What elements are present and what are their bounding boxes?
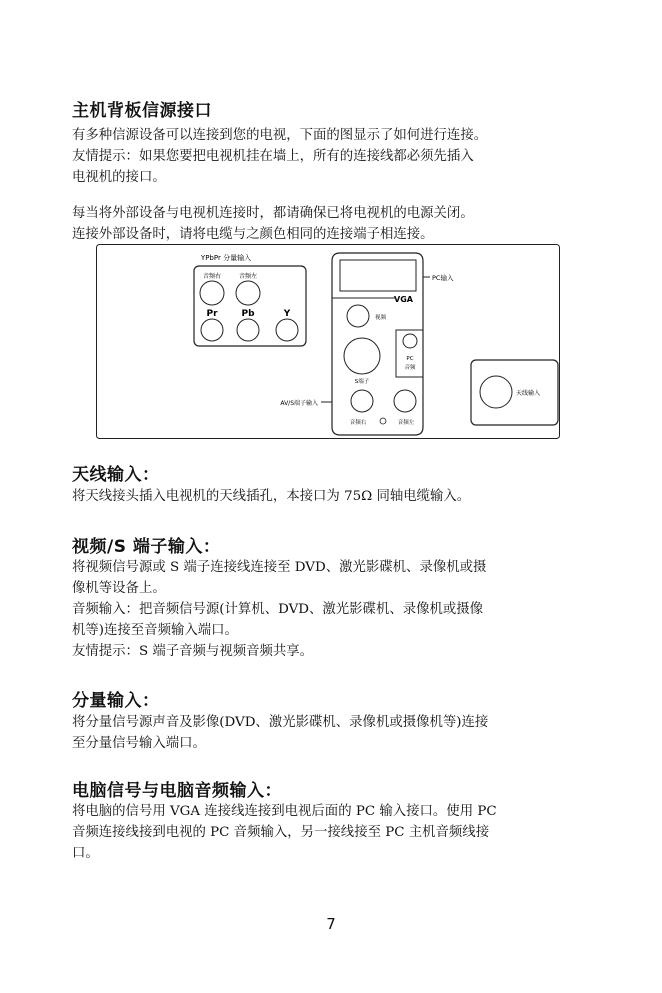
ypbpr-audio-right-jack xyxy=(200,281,224,305)
heading-component: 分量输入： xyxy=(72,691,160,711)
heading-rear-panel: 主机背板信源接口 xyxy=(72,101,212,121)
pc-line: 将电脑的信号用 VGA 连接线连接到电视后面的 PC 输入接口。使用 PC xyxy=(72,804,497,819)
av-audio-right-jack xyxy=(351,390,373,412)
vga-port xyxy=(340,260,416,291)
vga-label: VGA xyxy=(394,295,413,304)
video-line: 音频输入：把音频信号源(计算机、DVD、激光影碟机、录像机或摄像 xyxy=(72,602,484,617)
ypbpr-audio-left-label: 音频左 xyxy=(238,273,258,280)
pc-input-label: PC输入 xyxy=(432,274,454,282)
intro-line: 友情提示：如果您要把电视机挂在墙上，所有的连接线都必须先插入 xyxy=(72,149,474,164)
video-line: 将视频信号源或 S 端子连接线连接至 DVD、激光影碟机、录像机或摄 xyxy=(72,560,487,575)
heading-pc-input: 电脑信号与电脑音频输入： xyxy=(72,781,282,801)
antenna-jack xyxy=(480,376,512,408)
note-line: 每当将外部设备与电视机连接时，都请确保已将电视机的电源关闭。 xyxy=(72,206,474,221)
component-paragraph xyxy=(72,712,592,754)
y-jack xyxy=(276,319,298,341)
pc-audio-jack xyxy=(403,334,417,348)
intro-paragraph xyxy=(72,125,592,188)
s-terminal-label: S端子 xyxy=(354,379,370,385)
page-number: 7 xyxy=(326,915,336,933)
power-note-paragraph xyxy=(72,203,592,245)
pc-line: 口。 xyxy=(72,846,99,861)
antenna-line: 将天线接头插入电视机的天线插孔，本接口为 75Ω 同轴电缆输入。 xyxy=(72,489,471,504)
y-label: Y xyxy=(283,309,291,319)
intro-line: 有多种信源设备可以连接到您的电视，下面的图显示了如何进行连接。 xyxy=(72,128,488,143)
video-line: 友情提示：S 端子音频与视频音频共享。 xyxy=(72,644,314,659)
note-line: 连接外部设备时，请将电缆与之颜色相同的连接端子相连接。 xyxy=(72,227,434,242)
component-line: 至分量信号输入端口。 xyxy=(72,736,206,751)
video-line: 像机等设备上。 xyxy=(72,581,166,596)
ypbpr-audio-left-jack xyxy=(236,281,260,305)
small-indicator xyxy=(380,418,386,424)
antenna-input-label: 天线输入 xyxy=(516,390,541,397)
video-paragraph xyxy=(72,557,592,662)
ypbpr-audio-right-label: 音频右 xyxy=(202,273,222,280)
ypbpr-title: YPbPr 分量输入 xyxy=(200,254,252,262)
pc-paragraph xyxy=(72,801,592,864)
antenna-paragraph xyxy=(72,486,592,507)
av-audio-right-label: 音频右 xyxy=(349,420,367,426)
intro-line: 电视机的接口。 xyxy=(72,170,166,185)
pc-line: 音频连接线接到电视的 PC 音频输入，另一接线接至 PC 主机音频线接 xyxy=(72,825,490,840)
heading-video-s: 视频/S 端子输入： xyxy=(72,537,221,557)
pc-audio-label-1: PC xyxy=(406,356,414,362)
video-label: 视频 xyxy=(375,315,387,321)
component-line: 将分量信号源声音及影像(DVD、激光影碟机、录像机或摄像机等)连接 xyxy=(72,715,489,730)
heading-antenna: 天线输入： xyxy=(72,465,160,485)
av-audio-left-label: 音频左 xyxy=(397,420,415,426)
video-jack xyxy=(347,305,369,327)
av-s-input-label: AV/S端子输入 xyxy=(280,400,318,407)
pb-label: Pb xyxy=(241,309,255,319)
pr-label: Pr xyxy=(206,309,218,319)
s-video-jack xyxy=(344,338,380,374)
diagram-frame xyxy=(97,245,560,439)
pc-audio-label-2: 音频 xyxy=(404,365,416,371)
pb-jack xyxy=(237,319,259,341)
rear-panel-diagram xyxy=(96,244,560,439)
pr-jack xyxy=(201,319,223,341)
av-audio-left-jack xyxy=(394,390,416,412)
video-line: 机等)连接至音频输入端口。 xyxy=(72,623,238,638)
